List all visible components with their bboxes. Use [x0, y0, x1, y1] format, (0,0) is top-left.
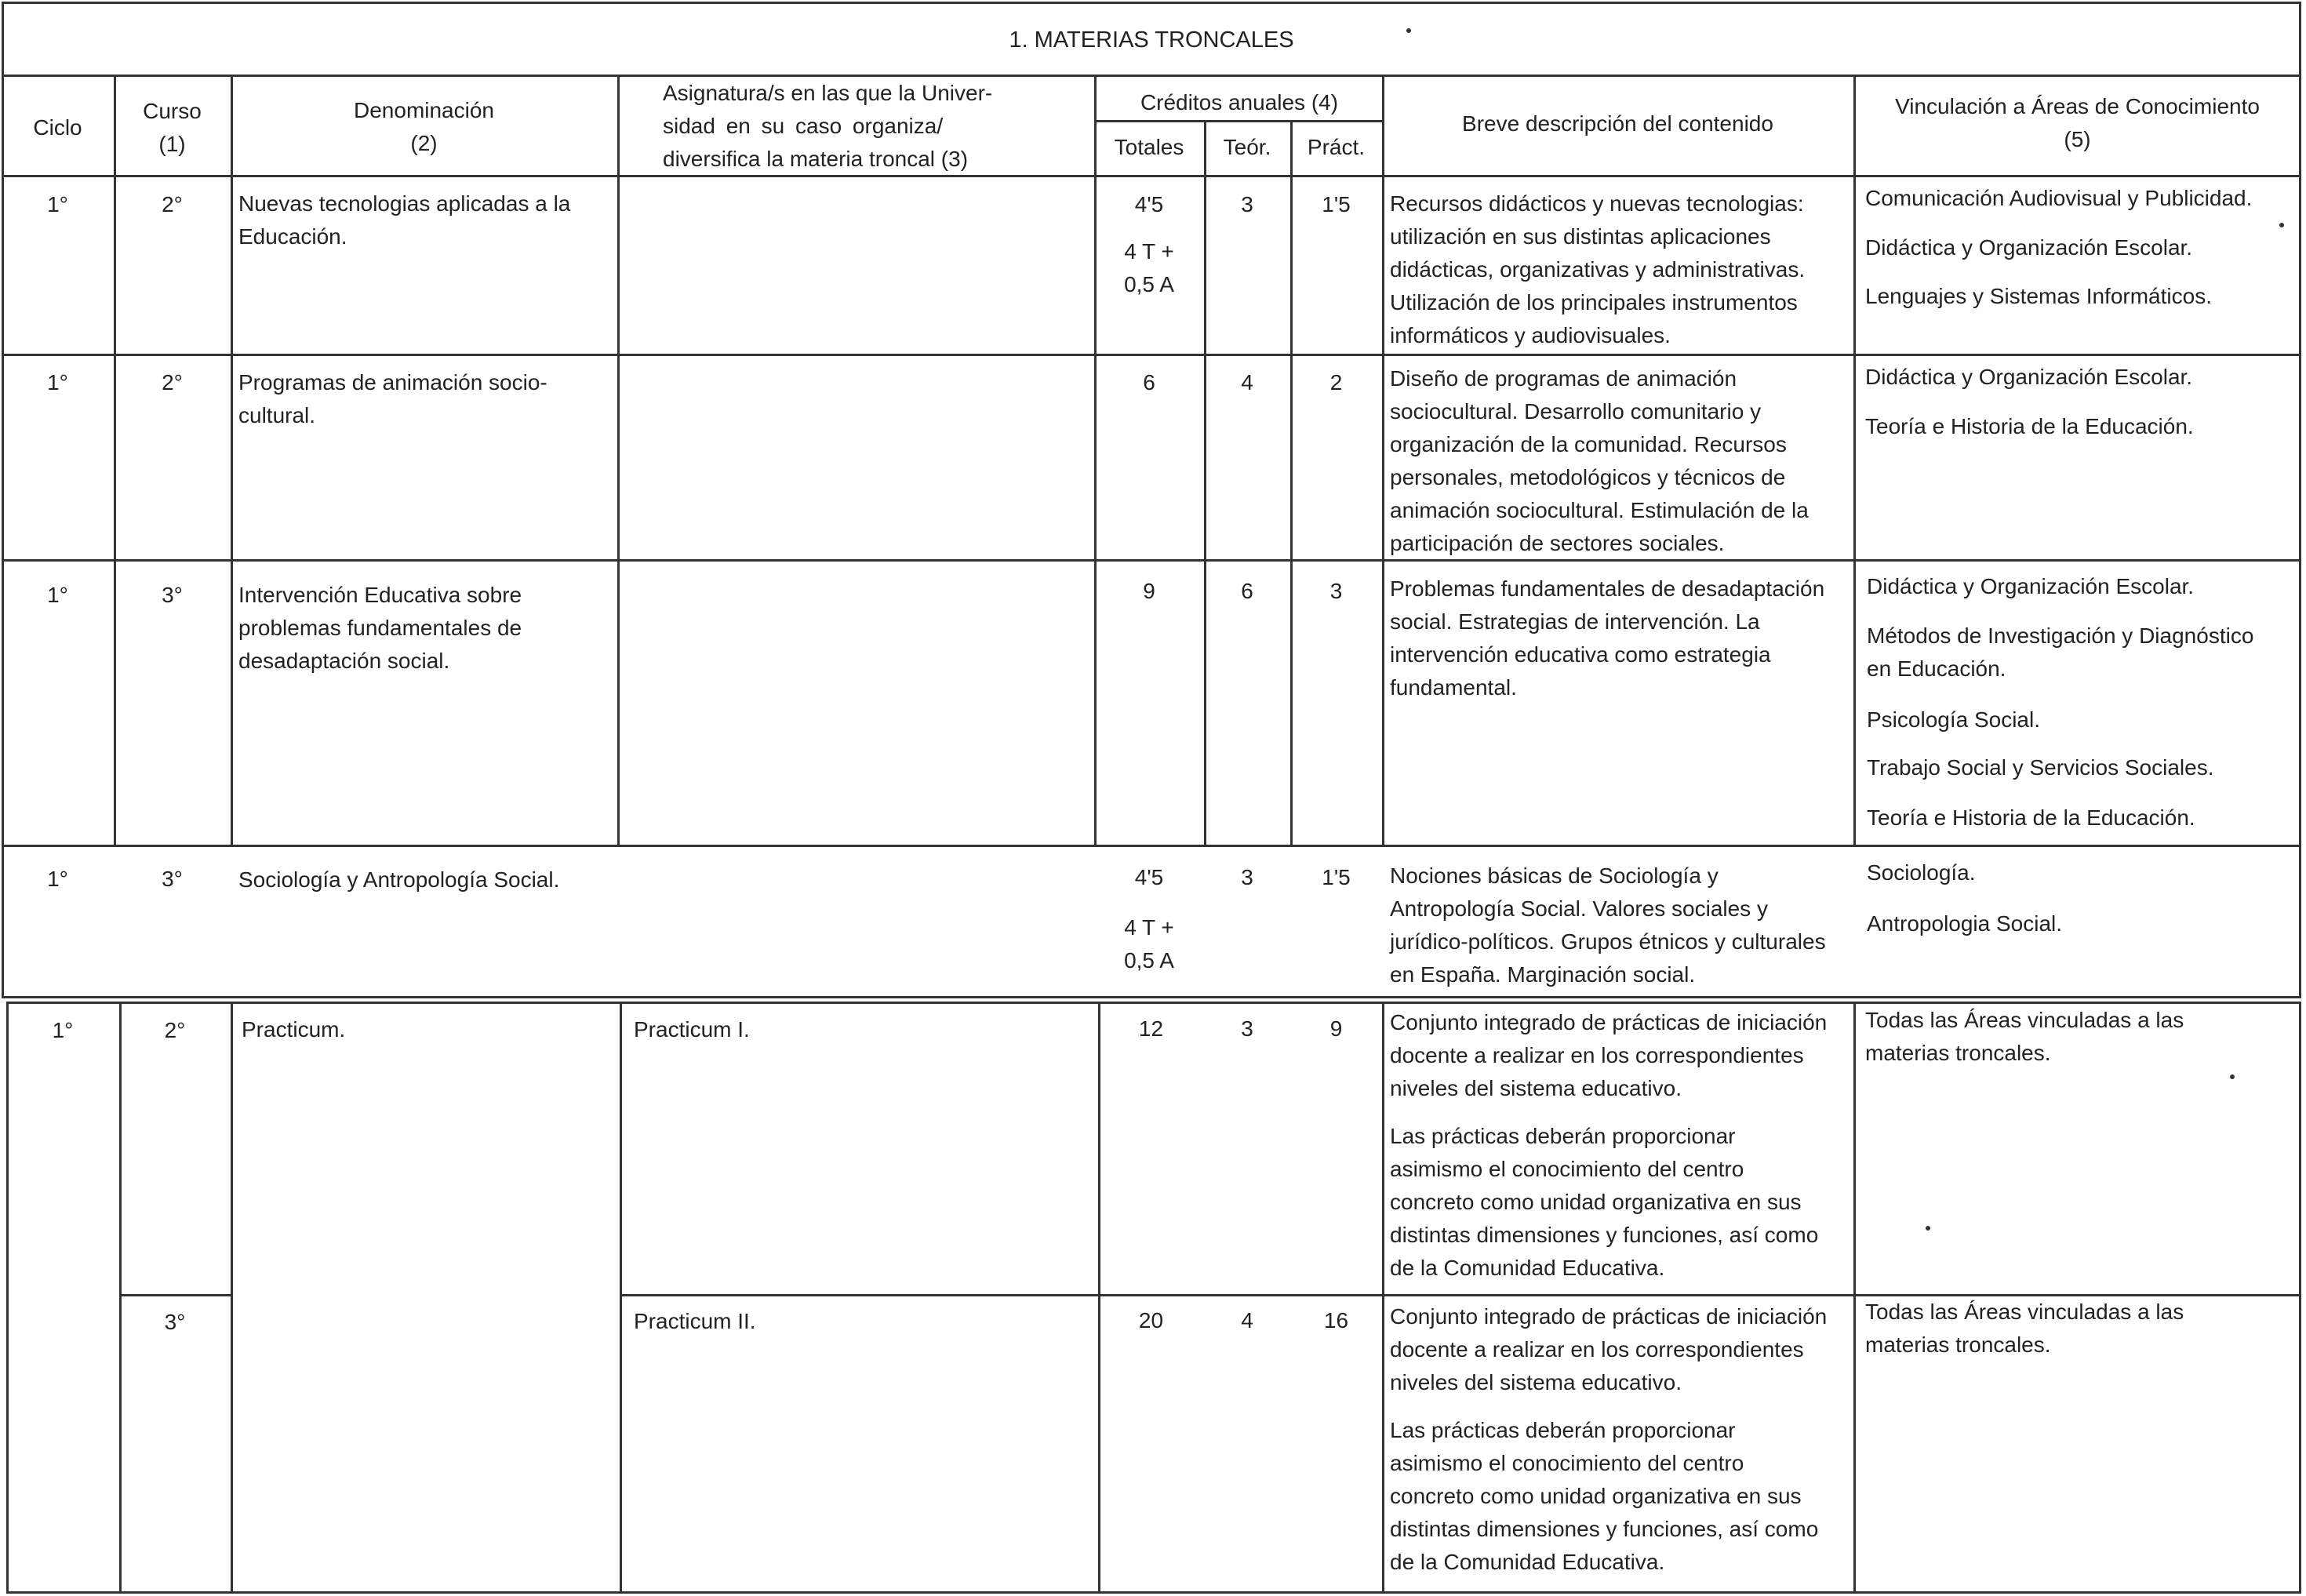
- practicum2-curso: 3°: [164, 1310, 186, 1334]
- row3-curso: 3°: [162, 583, 183, 607]
- practicum2-descripcion-p2: Las prácticas deberán proporcionar asimismo el conocimiento del centro concreto como unidad organizativa en sus distintas dimensiones y funciones, así como de la Comunidad Educativa.: [1390, 1418, 1819, 1574]
- row1-pract: 1'5: [1322, 192, 1351, 216]
- row2-curso: 2°: [162, 370, 183, 394]
- header-asignatura-l2: sidad en su caso organiza/: [663, 114, 944, 138]
- practicum-denominacion: Practicum.: [242, 1017, 346, 1042]
- row3-totales: 9: [1143, 579, 1155, 603]
- row1-area-1: Comunicación Audiovisual y Publicidad.: [1865, 186, 2253, 210]
- scan-speck: [2230, 1074, 2235, 1079]
- practicum-ciclo: 1°: [52, 1018, 74, 1042]
- practicum-split-line: [119, 1294, 231, 1296]
- table-title: 1. MATERIAS TRONCALES: [1009, 27, 1294, 53]
- row1-teor: 3: [1241, 192, 1253, 216]
- row2-area-2: Teoría e Historia de la Educación.: [1865, 414, 2194, 438]
- row3-ciclo: 1°: [47, 583, 68, 607]
- col-line: [617, 75, 620, 845]
- row4-descripcion: Nociones básicas de Sociología y Antropología Social. Valores sociales y jurídico-políticos. Grupos étnicos y culturales en España. Marginación social.: [1390, 863, 1826, 987]
- row1-area-3: Lenguajes y Sistemas Informáticos.: [1865, 284, 2212, 308]
- practicum2-teor: 4: [1241, 1308, 1253, 1332]
- row4-area-1: Sociología.: [1867, 860, 1976, 885]
- col-line: [119, 1002, 122, 1594]
- header-asignatura-l3: diversifica la materia troncal (3): [663, 147, 969, 171]
- header-creditos: Créditos anuales (4): [1140, 90, 1339, 115]
- header-asignatura-l1: Asignatura/s en las que la Univer-: [663, 81, 993, 105]
- row2-denominacion: Programas de animación socio- cultural.: [238, 370, 547, 427]
- header-curso-l1: Curso: [143, 99, 202, 123]
- row-line: [2, 845, 2301, 847]
- col-line: [1098, 1002, 1100, 1594]
- row1-totales: 4'5: [1134, 192, 1164, 216]
- row2-descripcion: Diseño de programas de animación sociocultural. Desarrollo comunitario y organización de la comunidad. Recursos personales, metodológicos y técnicos de animación sociocultural. Estimulación de la participación de sectores sociales.: [1390, 366, 1809, 555]
- row3-area-2: Métodos de Investigación y Diagnóstico en Educación.: [1867, 623, 2254, 681]
- practicum1-teor: 3: [1241, 1016, 1253, 1041]
- row1-curso: 2°: [162, 192, 183, 216]
- row-line: [2, 559, 2301, 562]
- header-vinculacion-l2: (5): [2064, 127, 2091, 151]
- header-pract: Práct.: [1307, 135, 1366, 159]
- row3-teor: 6: [1241, 579, 1253, 603]
- row3-pract: 3: [1329, 579, 1343, 603]
- row3-area-3: Psicología Social.: [1867, 707, 2041, 732]
- row4-pract: 1'5: [1322, 865, 1351, 889]
- col-line: [1204, 120, 1206, 845]
- row4-ciclo: 1°: [47, 867, 68, 891]
- row3-denominacion: Intervención Educativa sobre problemas fundamentales de desadaptación social.: [238, 583, 522, 673]
- col-line: [231, 75, 233, 845]
- row3-area-4: Trabajo Social y Servicios Sociales.: [1867, 755, 2214, 780]
- row4-denominacion: Sociología y Antropología Social.: [238, 867, 560, 892]
- practicum1-pract: 9: [1329, 1016, 1343, 1041]
- row1-descripcion: Recursos didácticos y nuevas tecnologias: utilización en sus distintas aplicaciones didácticas, organizativas y administrativas. Utilización de los principales instrumentos informáticos y audiovisuales.: [1390, 191, 1806, 347]
- header-denominacion-l1: Denominación: [354, 98, 494, 122]
- practicum1-totales: 12: [1138, 1016, 1164, 1041]
- row4-totales: 4'5: [1134, 865, 1164, 889]
- row2-pract: 2: [1329, 370, 1343, 394]
- row2-teor: 4: [1241, 370, 1253, 394]
- row4-curso: 3°: [162, 867, 183, 891]
- practicum2-pract: 16: [1323, 1308, 1349, 1332]
- header-vinculacion-l1: Vinculación a Áreas de Conocimiento: [1895, 94, 2260, 118]
- practicum1-asignatura: Practicum I.: [634, 1017, 750, 1042]
- practicum2-asignatura: Practicum II.: [634, 1309, 756, 1333]
- header-denominacion-l2: (2): [410, 131, 438, 155]
- header-descripcion: Breve descripción del contenido: [1462, 111, 1773, 136]
- practicum2-areas: Todas las Áreas vinculadas a las materias troncales.: [1865, 1300, 2184, 1357]
- header-bottom-line: [2, 175, 2301, 177]
- scan-speck: [1406, 28, 1411, 33]
- row3-descripcion: Problemas fundamentales de desadaptación social. Estrategias de intervención. La intervención educativa como estrategia fundamental.: [1390, 576, 1825, 700]
- header-curso-l2: (1): [158, 132, 186, 156]
- col-line: [1382, 75, 1384, 845]
- row2-totales: 6: [1143, 370, 1155, 394]
- header-teor: Teór.: [1223, 135, 1271, 159]
- scan-speck: [1926, 1226, 1930, 1231]
- col-line: [620, 1002, 622, 1594]
- col-line: [231, 1002, 233, 1594]
- row3-area-1: Didáctica y Organización Escolar.: [1867, 574, 2195, 598]
- row2-area-1: Didáctica y Organización Escolar.: [1865, 365, 2193, 389]
- col-line: [1290, 120, 1293, 845]
- practicum2-descripcion-p1: Conjunto integrado de prácticas de iniciación docente a realizar en los correspondientes niveles del sistema educativo.: [1390, 1304, 1828, 1394]
- row1-denominacion: Nuevas tecnologias aplicadas a la Educación.: [238, 191, 571, 249]
- row1-ciclo: 1°: [47, 192, 68, 216]
- row4-area-2: Antropologia Social.: [1867, 911, 2063, 936]
- header-totales: Totales: [1114, 135, 1184, 159]
- header-ciclo: Ciclo: [33, 115, 82, 140]
- practicum1-descripcion-p2: Las prácticas deberán proporcionar asimismo el conocimiento del centro concreto como unidad organizativa en sus distintas dimensiones y funciones, así como de la Comunidad Educativa.: [1390, 1124, 1819, 1280]
- row4-totales-extra: 4 T + 0,5 A: [1124, 915, 1174, 973]
- practicum1-descripcion-p1: Conjunto integrado de prácticas de iniciación docente a realizar en los correspondientes niveles del sistema educativo.: [1390, 1010, 1828, 1100]
- credits-sub-line: [1094, 120, 1384, 122]
- row3-area-5: Teoría e Historia de la Educación.: [1867, 805, 2195, 830]
- col-line: [1382, 1002, 1384, 1594]
- practicum1-curso: 2°: [164, 1018, 186, 1042]
- row-line: [2, 354, 2301, 356]
- col-line: [1853, 1002, 1856, 1594]
- row2-ciclo: 1°: [47, 370, 68, 394]
- practicum1-areas: Todas las Áreas vinculadas a las materias troncales.: [1865, 1008, 2184, 1065]
- scan-speck: [2279, 223, 2284, 227]
- practicum2-totales: 20: [1138, 1308, 1164, 1332]
- row1-area-2: Didáctica y Organización Escolar.: [1865, 235, 2193, 260]
- row4-teor: 3: [1241, 865, 1253, 889]
- row1-totales-extra: 4 T + 0,5 A: [1124, 239, 1174, 296]
- col-line: [1853, 75, 1856, 845]
